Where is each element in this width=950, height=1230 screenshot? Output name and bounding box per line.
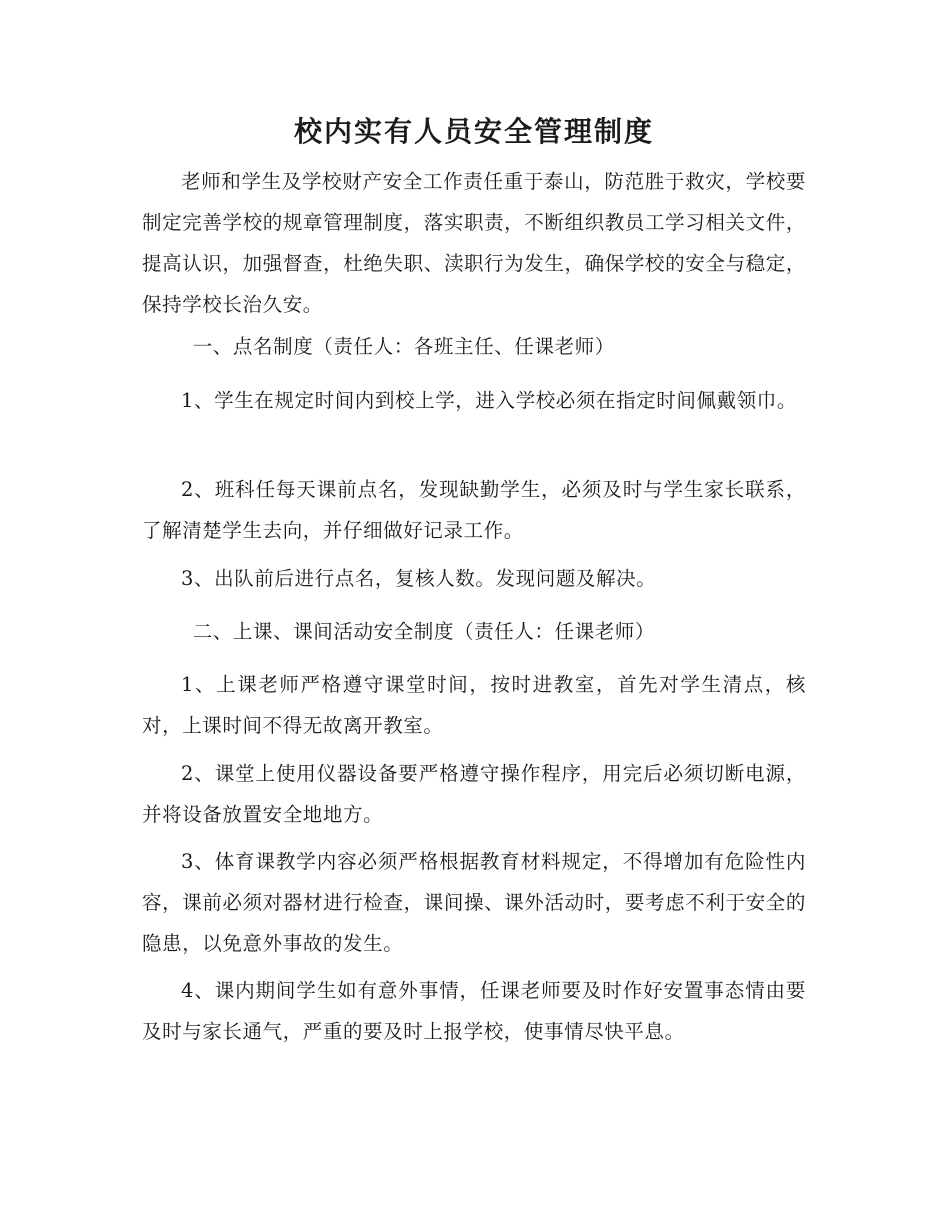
- section-heading-roll-call: 一、点名制度（责任人：各班主任、任课老师）: [192, 335, 615, 358]
- class-safety-item-1: 1、上课老师严格遵守课堂时间，按时进教室，首先对学生清点，核对，上课时间不得无故离开教室。: [142, 673, 806, 737]
- document-title: 校内实有人员安全管理制度: [293, 115, 654, 148]
- roll-call-item-3: 3、出队前后进行点名，复核人数。发现问题及解决。: [181, 567, 657, 590]
- class-safety-item-4: 4、课内期间学生如有意外事情，任课老师要及时作好安置事态情由要及时与家长通气，严重的要及时上报学校，使事情尽快平息。: [142, 979, 806, 1043]
- intro-paragraph: 老师和学生及学校财产安全工作责任重于泰山，防范胜于救灾，学校要制定完善学校的规章管理制度，落实职责，不断组织教员工学习相关文件，提高认识，加强督查，杜绝失职、渎职行为发生，确保学校的安全与稳定，保持学校长治久安。: [142, 170, 806, 316]
- class-safety-item-2: 2、课堂上使用仪器设备要严格遵守操作程序，用完后必须切断电源，并将设备放置安全地地方。: [142, 762, 806, 826]
- roll-call-item-2: 2、班科任每天课前点名，发现缺勤学生，必须及时与学生家长联系，了解清楚学生去向，并仔细做好记录工作。: [142, 478, 806, 542]
- class-safety-item-3: 3、体育课教学内容必须严格根据教育材料规定，不得增加有危险性内容，课前必须对器材进行检查，课间操、课外活动时，要考虑不利于安全的隐患，以免意外事故的发生。: [142, 850, 806, 955]
- roll-call-item-1: 1、学生在规定时间内到校上学，进入学校必须在指定时间佩戴领巾。: [181, 389, 798, 412]
- section-heading-class-safety: 二、上课、课间活动安全制度（责任人：任课老师）: [192, 620, 655, 643]
